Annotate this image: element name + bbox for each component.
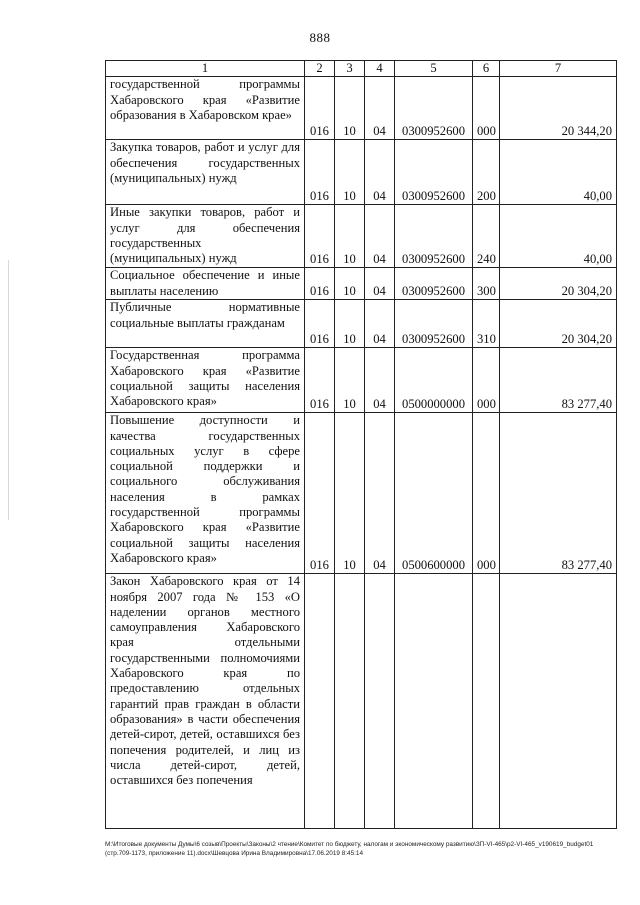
cell-amount: 83 277,40 [500, 413, 617, 574]
cell-ministry: 016 [305, 300, 335, 348]
table-row [106, 77, 617, 140]
table-row [106, 140, 617, 205]
cell-subsection: 04 [365, 205, 395, 268]
cell-section [335, 574, 365, 829]
cell-target-code: 0500000000 [395, 348, 473, 413]
cell-amount: 20 304,20 [500, 268, 617, 300]
row-name: Социальное обеспечение и иные выплаты населению [106, 268, 305, 300]
row-name: Иные закупки товаров, работ и услуг для обеспечения государственных (муниципальных) нужд [106, 205, 305, 268]
column-header: 7 [500, 61, 617, 77]
column-header: 6 [473, 61, 500, 77]
table-row [106, 413, 617, 574]
cell-subsection: 04 [365, 77, 395, 140]
row-name: Государственная программа Хабаровского края «Развитие социальной защиты населения Хабаровского края» [106, 348, 305, 413]
cell-expense-type: 200 [473, 140, 500, 205]
cell-section: 10 [335, 140, 365, 205]
row-name: государственной программы Хабаровского края «Развитие образования в Хабаровском крае» [106, 77, 305, 140]
cell-target-code: 0300952600 [395, 300, 473, 348]
cell-ministry: 016 [305, 348, 335, 413]
column-header: 4 [365, 61, 395, 77]
column-header: 2 [305, 61, 335, 77]
cell-ministry: 016 [305, 77, 335, 140]
table-row [106, 205, 617, 268]
cell-section: 10 [335, 413, 365, 574]
cell-ministry: 016 [305, 140, 335, 205]
table-row [106, 268, 617, 300]
cell-target-code: 0300952600 [395, 77, 473, 140]
cell-subsection: 04 [365, 413, 395, 574]
budget-table [105, 60, 617, 829]
cell-section: 10 [335, 268, 365, 300]
cell-amount [500, 574, 617, 829]
cell-expense-type: 240 [473, 205, 500, 268]
cell-section: 10 [335, 77, 365, 140]
row-name: Повышение доступности и качества государственных социальных услуг в сфере социальной поддержки и социального обслуживания населения в рамках государственной программы Хабаровского края «Развитие социальной защиты населения Хабаровского края» [106, 413, 305, 574]
cell-target-code [395, 574, 473, 829]
cell-subsection: 04 [365, 348, 395, 413]
cell-amount: 40,00 [500, 140, 617, 205]
cell-target-code: 0500600000 [395, 413, 473, 574]
row-name: Закон Хабаровского края от 14 ноября 2007 года № 153 «О наделении органов местного самоуправления Хабаровского края отдельными государственными полномочиями Хабаровского края по предоставлению отдельных гарантий прав граждан в области образования» в части обеспечения детей-сирот, детей, оставшихся без попечения родителей, и лиц из числа детей-сирот, детей, оставшихся без попечения [106, 574, 305, 829]
cell-expense-type: 000 [473, 77, 500, 140]
cell-subsection: 04 [365, 300, 395, 348]
cell-expense-type: 300 [473, 268, 500, 300]
cell-target-code: 0300952600 [395, 205, 473, 268]
column-header: 3 [335, 61, 365, 77]
cell-ministry: 016 [305, 205, 335, 268]
cell-amount: 20 344,20 [500, 77, 617, 140]
table-header-row [106, 61, 617, 77]
cell-expense-type: 000 [473, 348, 500, 413]
cell-subsection: 04 [365, 268, 395, 300]
cell-amount: 20 304,20 [500, 300, 617, 348]
row-name: Закупка товаров, работ и услуг для обеспечения государственных (муниципальных) нужд [106, 140, 305, 205]
cell-section: 10 [335, 205, 365, 268]
scan-edge-line [8, 260, 9, 520]
cell-amount: 40,00 [500, 205, 617, 268]
cell-expense-type: 310 [473, 300, 500, 348]
cell-amount: 83 277,40 [500, 348, 617, 413]
cell-ministry: 016 [305, 268, 335, 300]
cell-target-code: 0300952600 [395, 140, 473, 205]
cell-expense-type [473, 574, 500, 829]
table-row [106, 574, 617, 829]
cell-section: 10 [335, 300, 365, 348]
row-name: Публичные нормативные социальные выплаты гражданам [106, 300, 305, 348]
page-number: 888 [309, 30, 331, 45]
document-path-footer: M:\Итоговые документы Думы\6 созыв\Проекты\Законы\2 чтение\Комитет по бюджету, налогам и экономическому развитию\ЗП-VI-465\р2-VI-465_v190619_budget01 (стр.709-1173, приложение 11).docx\Шевцова Ирина Владимировна\17.06.2019 8:45:14 [105, 841, 594, 857]
cell-expense-type: 000 [473, 413, 500, 574]
column-header: 1 [106, 61, 305, 77]
cell-section: 10 [335, 348, 365, 413]
cell-subsection: 04 [365, 140, 395, 205]
cell-ministry: 016 [305, 413, 335, 574]
table-row [106, 300, 617, 348]
cell-target-code: 0300952600 [395, 268, 473, 300]
table-row [106, 348, 617, 413]
column-header: 5 [395, 61, 473, 77]
cell-subsection [365, 574, 395, 829]
cell-ministry [305, 574, 335, 829]
